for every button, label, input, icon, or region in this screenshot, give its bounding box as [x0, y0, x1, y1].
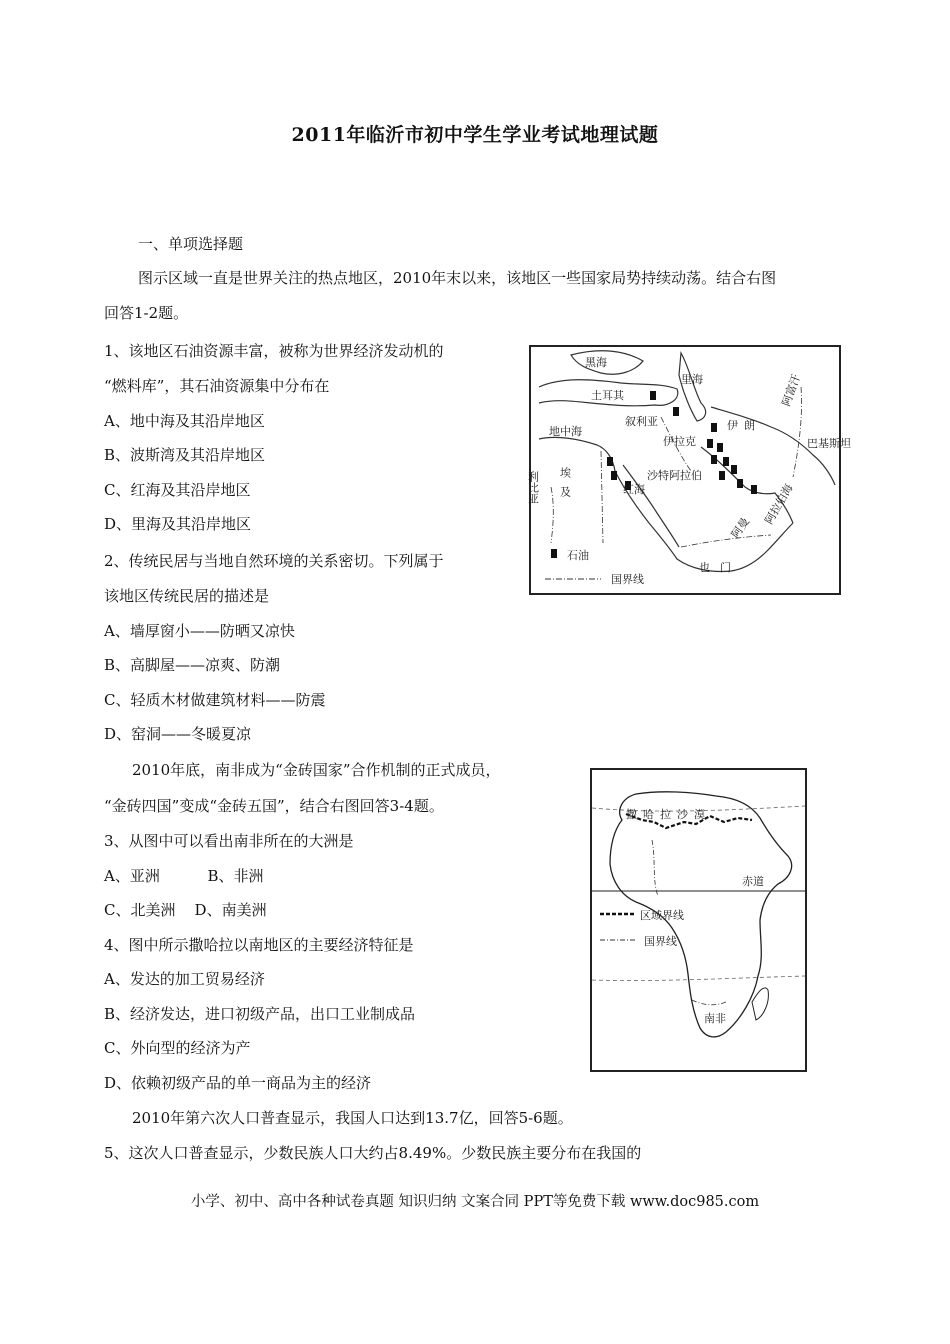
intro-text: 图示区域一直是世界关注的热点地区，2010年末以来，该地区一些国家局势持续动荡。结合右图	[138, 269, 777, 287]
intro-text: “金砖四国”变成“金砖五国”，结合右图回答3-4题。	[104, 797, 444, 815]
question-stem: 1、该地区石油资源丰富，被称为世界经济发动机的	[104, 342, 444, 360]
intro-text: 2010年第六次人口普查显示，我国人口达到13.7亿，回答5-6题。	[132, 1109, 573, 1127]
option-d: D、里海及其沿岸地区	[104, 515, 252, 533]
option-d: D、依赖初级产品的单一商品为主的经济	[104, 1074, 372, 1092]
middle-east-map	[526, 345, 851, 595]
option-c: C、轻质木材做建筑材料——防震	[104, 691, 326, 709]
option-c: C、红海及其沿岸地区	[104, 481, 251, 499]
label-turkey: 土耳其	[591, 389, 624, 402]
intro-text: 2010年底，南非成为“金砖国家”合作机制的正式成员，	[132, 761, 501, 779]
oil-legend-icon	[551, 549, 557, 558]
label-caspian-sea: 里海	[681, 373, 703, 386]
label-libya: 利比亚	[526, 471, 540, 504]
question-stem: “燃料库”，其石油资源集中分布在	[104, 377, 330, 395]
label-south-africa: 南非	[704, 1012, 726, 1025]
footer-text: 小学、初中、高中各种试卷真题 知识归纳 文案合同 PPT等免费下载 www.doc985.com	[190, 1194, 760, 1210]
question-stem: 4、图中所示撒哈拉以南地区的主要经济特征是	[104, 936, 414, 954]
africa-map	[590, 768, 807, 1072]
label-syria: 叙利亚	[625, 415, 658, 428]
middle-east-map-svg	[526, 347, 851, 593]
legend-country-border: 国界线	[644, 935, 677, 948]
label-egypt: 埃及	[558, 467, 572, 505]
option-d: D、窑洞——冬暖夏凉	[104, 725, 252, 743]
legend-region-border: 区域界线	[640, 909, 684, 922]
legend-oil: 石油	[567, 549, 589, 562]
page-title: 2011年临沂市初中学生学业考试地理试题	[291, 124, 659, 146]
question-stem: 该地区传统民居的描述是	[104, 587, 270, 605]
label-saudi-arabia: 沙特阿拉伯	[647, 469, 702, 482]
option-a: A、发达的加工贸易经济	[104, 970, 265, 988]
label-sahara: 撒哈拉沙漠	[626, 808, 711, 821]
intro-text: 回答1-2题。	[104, 304, 189, 322]
label-oman: 阿曼	[728, 515, 753, 541]
question-stem: 3、从图中可以看出南非所在的大洲是	[104, 832, 354, 850]
label-arabian-sea: 阿拉伯海	[762, 481, 796, 527]
question-stem: 5、这次人口普查显示，少数民族人口大约占8.49%。少数民族主要分布在我国的	[104, 1144, 642, 1162]
question-stem: 2、传统民居与当地自然环境的关系密切。下列属于	[104, 552, 444, 570]
option-b: B、高脚屋——凉爽、防潮	[104, 656, 281, 674]
label-iraq: 伊拉克	[663, 435, 696, 448]
label-mediterranean: 地中海	[549, 425, 582, 438]
label-afghanistan: 阿富汗	[779, 372, 804, 409]
africa-map-svg	[592, 770, 805, 1070]
label-equator: 赤道	[742, 875, 764, 888]
label-pakistan: 巴基斯坦	[807, 437, 851, 450]
option-a: A、地中海及其沿岸地区	[104, 412, 265, 430]
label-yemen: 也门	[699, 561, 741, 574]
label-black-sea: 黑海	[585, 356, 607, 369]
label-iran: 伊朗	[727, 419, 761, 432]
option-a: A、墙厚窗小——防晒又凉快	[104, 622, 295, 640]
legend-border: 国界线	[611, 573, 644, 586]
option-b: B、波斯湾及其沿岸地区	[104, 446, 266, 464]
options-cd: C、北美洲 D、南美洲	[104, 901, 267, 919]
option-c: C、外向型的经济为产	[104, 1039, 251, 1057]
label-red-sea: 红海	[623, 483, 645, 496]
section-heading: 一、单项选择题	[138, 235, 244, 253]
option-b: B、经济发达，进口初级产品，出口工业制成品	[104, 1005, 416, 1023]
options-ab: A、亚洲 B、非洲	[104, 867, 264, 885]
